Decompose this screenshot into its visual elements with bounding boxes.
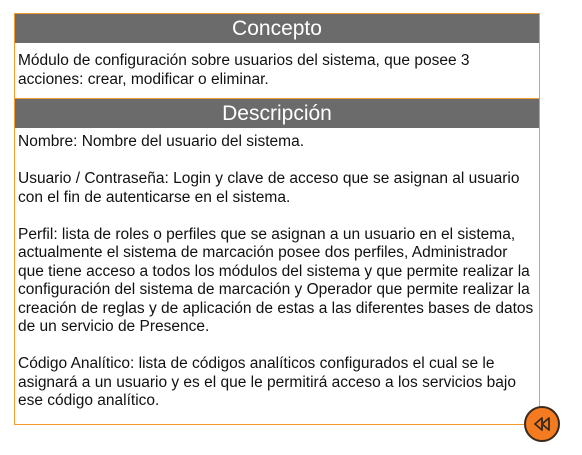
concept-text: Módulo de configuración sobre usuarios del sistema, que posee 3 acciones: crear, modificar o eliminar. [15, 43, 539, 99]
rewind-icon [532, 417, 552, 431]
description-paragraph-perfil: Perfil: lista de roles o perfiles que se asignan a un usuario en el sistema, actualmente el sistema de marcación posee dos perfiles, Administrador que tiene acceso a todos los módulos del sistema y que permite realizar la configuración del sistema de marcación y Operador que permite realizar la creación de reglas y de aplicación de estas a las diferentes bases de datos de un servicio de Presence. [18, 225, 534, 335]
description-paragraph-nombre: Nombre: Nombre del usuario del sistema. [18, 133, 305, 150]
description-title: Descripción [222, 102, 332, 125]
description-paragraph-usuario: Usuario / Contraseña: Login y clave de acceso que se asignan al usuario con el fin de autenticarse en el sistema. [18, 170, 520, 206]
concept-title: Concepto [232, 17, 322, 40]
concept-header [15, 14, 539, 43]
description-header [15, 99, 539, 128]
description-body [15, 128, 539, 411]
info-panel [14, 13, 540, 425]
back-button[interactable] [524, 406, 560, 442]
description-paragraph-codigo: Código Analítico: lista de códigos analíticos configurados el cual se le asignará a un usuario y es el que le permitirá acceso a los servicios bajo ese código analítico. [18, 355, 516, 409]
